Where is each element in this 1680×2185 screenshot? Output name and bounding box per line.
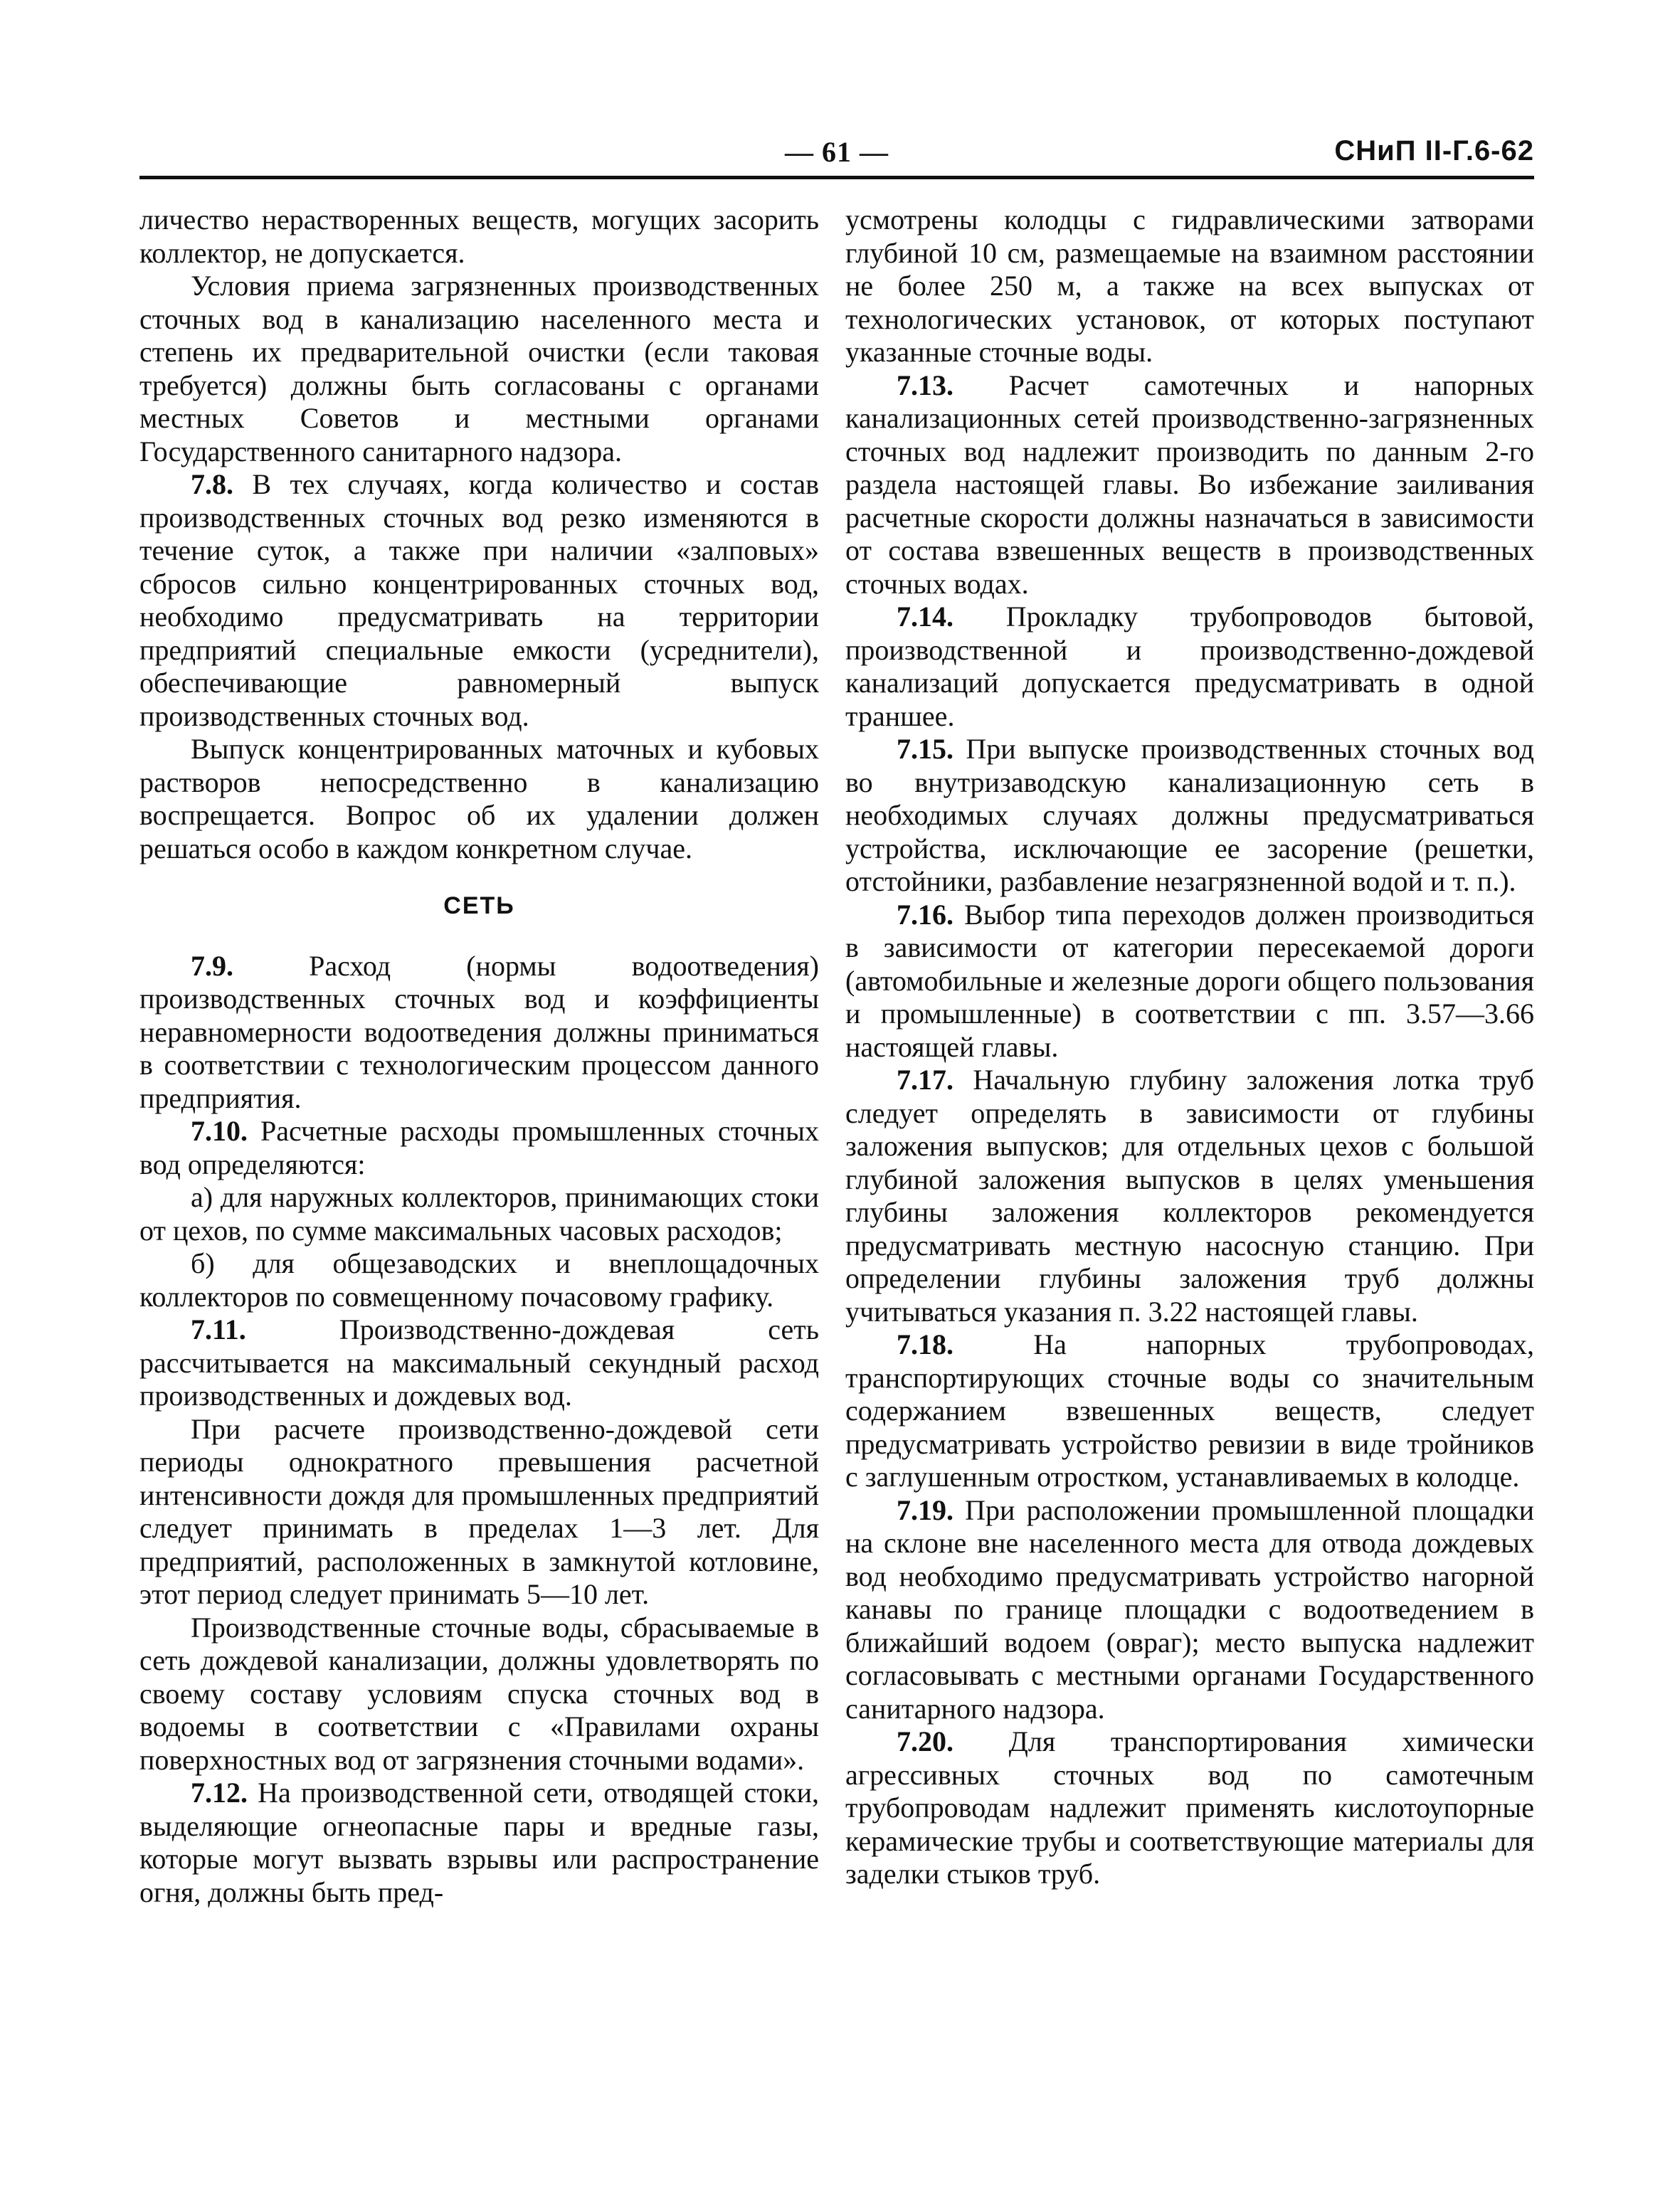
paragraph-7-18	[845, 1328, 1534, 1494]
clause-number: 7.18.	[897, 1328, 953, 1360]
paragraph: При расчете производственно-дождевой сети периоды однократного превышения расчетной интенсивности дождя для промышленных предприятий следует принимать в пределах 1—3 лет. Для предприятий, расположенных в замкнутой котловине, этот период следует принимать 5—10 лет.	[139, 1412, 819, 1610]
paragraph-text: На производственной сети, отводящей стоки, выделяющие огнеопасные пары и вредные газы, которые могут вызвать взрывы или распространение огня, должны быть пред-	[139, 1777, 820, 1908]
section-heading: СЕТЬ	[443, 892, 515, 919]
paragraph-7-10	[139, 1115, 819, 1181]
paragraph-text: Для транспортирования химически агрессивных сточных вод по самотечным трубопроводам надлежит применять кислотоупорные керамические трубы и соответствующие материалы для заделки стыков труб.	[845, 1725, 1535, 1890]
paragraph: личество нерастворенных веществ, могущих засорить коллектор, не допускается.	[139, 203, 819, 269]
paragraph-text: В тех случаях, когда количество и состав производственных сточных вод резко изменяются в течение суток, а также при наличии «залповых» сбросов сильно концентрированных сточных вод, необходимо предусматривать на территории предприятий специальные емкости (усреднители), обеспечивающие равномерный выпуск производственных сточных вод.	[139, 468, 819, 732]
paragraph-text: При расположении промышленной площадки на склоне вне населенного места для отвода дождевых вод необходимо предусматривать устройство нагорной канавы по границе площадки с водоотведением в ближайший водоем (овраг); место выпуска надлежит согласовывать с местными органами Государственного санитарного надзора.	[845, 1493, 1535, 1725]
clause-number: 7.15.	[897, 733, 953, 765]
right-column	[845, 203, 1534, 1909]
clause-number: 7.12.	[191, 1777, 248, 1809]
paragraph-text: Выбор типа переходов должен производиться в зависимости от категории пересекаемой дороги (автомобильные и железные дороги общего пользования и промышленные) в соответствии с пп. 3.57—3.66 настоящей главы.	[845, 898, 1535, 1063]
clause-number: 7.10.	[191, 1115, 248, 1147]
paragraph-text: Начальную глубину заложения лотка труб следует определять в зависимости от глубины заложения выпусков; для отдельных цехов с большой глубиной заложения выпусков в целях уменьшения глубины заложения коллекторов рекомендуется предусматривать местную насосную станцию. При определении глубины заложения труб должны учитываться указания п. 3.22 настоящей главы.	[845, 1064, 1534, 1328]
clause-number: 7.16.	[897, 898, 953, 931]
paragraph-7-19	[845, 1494, 1534, 1726]
document-code: СНиП II-Г.6-62	[1334, 135, 1534, 166]
paragraph-text: Производственно-дождевая сеть рассчитывается на максимальный секундный расход производственных и дождевых вод.	[139, 1313, 819, 1412]
paragraph: усмотрены колодцы с гидравлическими затворами глубиной 10 см, размещаемые на взаимном расстоянии не более 250 м, а также на всех выпусках от технологических установок, от которых поступают указанные сточные воды.	[845, 203, 1534, 368]
paragraph-text: Расход (нормы водоотведения) производственных сточных вод и коэффициенты неравномерности водоотведения должны приниматься в соответствии с технологическим процессом данного предприятия.	[139, 949, 819, 1114]
paragraph-7-16	[845, 899, 1534, 1064]
paragraph-7-11	[139, 1313, 819, 1413]
paragraph-7-15	[845, 733, 1534, 899]
paragraph-7-8	[139, 468, 819, 733]
clause-number: 7.9.	[191, 949, 233, 982]
header-rule	[139, 176, 1534, 179]
paragraph-7-20	[845, 1725, 1534, 1891]
clause-number: 7.17.	[897, 1064, 953, 1096]
document-page	[139, 135, 1535, 1908]
paragraph-text: Расчет самотечных и напорных канализационных сетей производственно-загрязненных сточных вод надлежит производить по данным 2-го раздела настоящей главы. Во избежание заиливания расчетные скорости должны назначаться в зависимости от состава взвешенных веществ в производственных сточных водах.	[845, 369, 1534, 600]
paragraph: Выпуск концентрированных маточных и кубовых растворов непосредственно в канализацию воспрещается. Вопрос об их удалении должен решаться особо в каждом конкретном случае.	[139, 733, 819, 864]
paragraph-7-14	[845, 601, 1534, 733]
clause-number: 7.14.	[897, 601, 953, 633]
page-number: — 61 —	[785, 136, 889, 168]
list-item-b: б) для общезаводских и внеплощадочных коллекторов по совмещенному почасовому графику.	[139, 1247, 819, 1313]
paragraph-7-13	[845, 369, 1534, 601]
clause-number: 7.20.	[897, 1725, 953, 1757]
clause-number: 7.11.	[191, 1313, 246, 1345]
paragraph-text: Расчетные расходы промышленных сточных вод определяются:	[139, 1115, 820, 1180]
paragraph-text: Прокладку трубопроводов бытовой, производственной и производственно-дождевой канализаций допускается предусматривать в одной траншее.	[845, 601, 1535, 732]
text-columns	[139, 203, 1534, 1909]
left-column	[139, 203, 819, 1909]
clause-number: 7.13.	[897, 369, 953, 401]
paragraph-7-12	[139, 1777, 819, 1909]
list-item-a: а) для наружных коллекторов, принимающих стоки от цехов, по сумме максимальных часовых расходов;	[139, 1181, 819, 1247]
paragraph-text: При выпуске производственных сточных вод во внутризаводскую канализационную сеть в необходимых случаях должны предусматриваться устройства, исключающие ее засорение (решетки, отстойники, разбавление незагрязненной водой и т. п.).	[845, 733, 1534, 897]
page-header	[139, 135, 1534, 171]
paragraph: Производственные сточные воды, сбрасываемые в сеть дождевой канализации, должны удовлетворять по своему составу условиям спуска сточных вод в водоемы в соответствии с «Правилами охраны поверхностных вод от загрязнения сточными водами».	[139, 1611, 819, 1776]
paragraph-7-17	[845, 1064, 1534, 1328]
clause-number: 7.19.	[897, 1493, 953, 1526]
paragraph: Условия приема загрязненных производственных сточных вод в канализацию населенного места и степень их предварительной очистки (если таковая требуется) должны быть согласованы с органами местных Советов и местными органами Государственного санитарного надзора.	[139, 270, 819, 467]
clause-number: 7.8.	[191, 468, 233, 500]
paragraph-text: На напорных трубопроводах, транспортирующих сточные воды со значительным содержанием взвешенных веществ, следует предусматривать устройство ревизии в виде тройников с заглушенным отростком, устанавливаемых в колодце.	[845, 1328, 1534, 1493]
paragraph-7-9	[139, 950, 819, 1116]
